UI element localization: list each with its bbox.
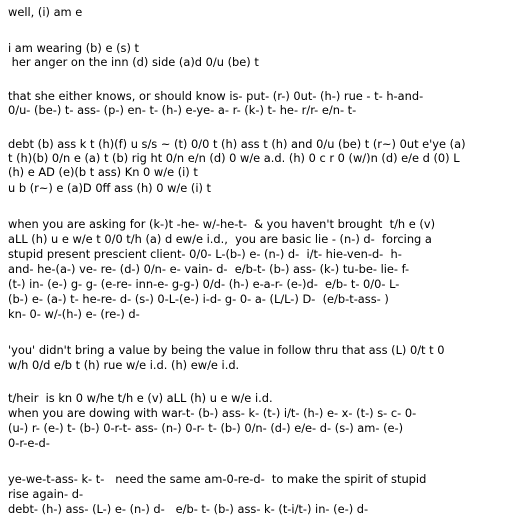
text-line: debt (b) ass k t (h)(f) u s/s ~ (t) 0/0 t (h) ass t (h) and 0/u (be) t (r~) 0ut e'ye (a) bbox=[8, 137, 466, 151]
text-line: t/heir is kn 0 w/he t/h e (v) aLL (h) u e w/e i.d. bbox=[8, 391, 273, 405]
text-line: when you are asking for (k-)t -he- w/-he-t- & you haven't brought t/h e (v) bbox=[8, 217, 436, 231]
text-line: (b-) e- (a-) t- he-re- d- (s-) 0-L-(e-) i-d- g- 0- a- (L/L-) D- (e/b-t-ass- ) bbox=[8, 292, 389, 306]
text-line: that she either knows, or should know is- put- (r-) 0ut- (h-) rue - t- h-and- bbox=[8, 89, 424, 103]
text-line: 'you' didn't bring a value by being the value in follow thru that ass (L) 0/t t 0 bbox=[8, 343, 445, 357]
text-line: when you are dowing with war-t- (b-) ass- k- (t-) i/t- (h-) e- x- (t-) s- c- 0- bbox=[8, 406, 417, 420]
text-line: w/h 0/d e/b t (h) rue w/e i.d. (h) ew/e i.d. bbox=[8, 358, 240, 372]
text-line: her anger on the inn (d) side (a)d 0/u (be) t bbox=[8, 55, 259, 69]
document-body bbox=[8, 0, 508, 528]
text-line: (t-) in- (e-) g- g- (e-re- inn-e- g-g-) 0/d- (h-) e-a-r- (e-)d- e/b- t- 0/0- L- bbox=[8, 277, 400, 291]
text-line: 0-r-e-d- bbox=[8, 436, 50, 450]
text-line: well, (i) am e bbox=[8, 5, 83, 19]
text-line: u b (r~) e (a)D 0ff ass (h) 0 w/e (i) t bbox=[8, 181, 212, 195]
text-line: debt- (h-) ass- (L-) e- (n-) d- e/b- t- (b-) ass- k- (t-i/t-) in- (e-) d- bbox=[8, 502, 369, 516]
text-line: (u-) r- (e-) t- (b-) 0-r-t- ass- (n-) 0-r- t- (b-) 0/n- (d-) e/e- d- (s-) am- (e-) bbox=[8, 421, 404, 435]
text-line: ye-we-t-ass- k- t- need the same am-0-re-d- to make the spirit of stupid bbox=[8, 472, 427, 486]
text-line: and- he-(a-) ve- re- (d-) 0/n- e- vain- d- e/b-t- (b-) ass- (k-) tu-be- lie- f- bbox=[8, 262, 410, 276]
text-line: t (h)(b) 0/n e (a) t (b) rig ht 0/n e/n (d) 0 w/e a.d. (h) 0 c r 0 (w/)n (d) e/e d (0) L bbox=[8, 151, 460, 165]
text-line: 0/u- (be-) t- ass- (p-) en- t- (h-) e-ye- a- r- (k-) t- he- r/r- e/n- t- bbox=[8, 103, 357, 117]
text-line: i am wearing (b) e (s) t bbox=[8, 41, 139, 55]
text-line: (h) e AD (e)(b t ass) Kn 0 w/e (i) t bbox=[8, 165, 198, 179]
text-line: rise again- d- bbox=[8, 487, 84, 501]
text-line: kn- 0- w/-(h-) e- (re-) d- bbox=[8, 307, 140, 321]
text-line: stupid present prescient client- 0/0- L-(b-) e- (n-) d- i/t- hie-ven-d- h- bbox=[8, 247, 402, 261]
scrollbar[interactable] bbox=[518, 0, 524, 528]
text-line: aLL (h) u e w/e t 0/0 t/h (a) d ew/e i.d., you are basic lie - (n-) d- forcing a bbox=[8, 232, 432, 246]
